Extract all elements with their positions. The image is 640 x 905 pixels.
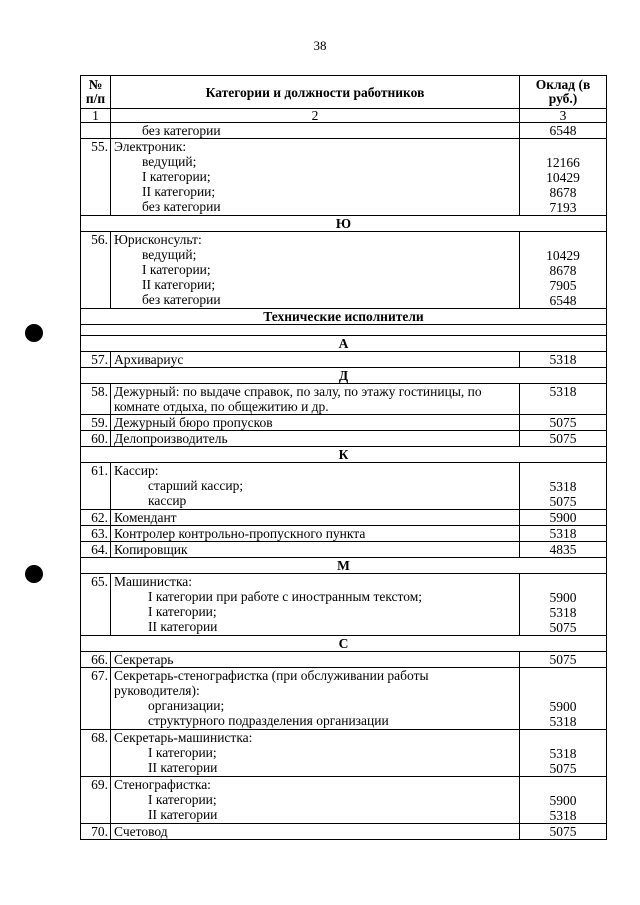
position-sub: II категории <box>148 807 218 822</box>
salary-value: 5318 <box>549 605 577 620</box>
position-sub: ведущий; <box>142 154 197 169</box>
position-title: Секретарь-машинистка: <box>114 730 253 745</box>
position-sub: II категории <box>148 619 218 634</box>
table-row <box>81 232 607 309</box>
position-title: Комендант <box>111 510 520 526</box>
position-sub: кассир <box>148 493 187 508</box>
section-header <box>81 368 607 384</box>
row-number: 67. <box>81 668 111 730</box>
page-number: 38 <box>313 38 327 53</box>
section-header <box>81 558 607 574</box>
position-title: Счетовод <box>111 824 520 840</box>
salary-value: 7193 <box>549 200 577 215</box>
table-row <box>81 384 607 415</box>
salary-value: 10429 <box>546 170 580 185</box>
header-no: № п/п <box>81 76 111 109</box>
section-header <box>81 447 607 463</box>
position-sub: I категории; <box>148 745 217 760</box>
position-sub: II категории; <box>142 184 216 199</box>
position-title: Юрисконсульт: <box>114 232 202 247</box>
position-sub: старший кассир; <box>148 478 244 493</box>
row-number: 58. <box>81 384 111 415</box>
table-row <box>81 431 607 447</box>
position-sub: I категории; <box>148 792 217 807</box>
position-sub: I категории; <box>142 262 211 277</box>
section-letter: А <box>81 336 607 352</box>
punch-hole <box>25 324 43 342</box>
row-number: 61. <box>81 463 111 510</box>
position-sub: ведущий; <box>142 247 197 262</box>
salary-value: 5318 <box>549 479 577 494</box>
row-number: 70. <box>81 824 111 840</box>
table-row <box>81 730 607 777</box>
salary-value: 5075 <box>549 620 577 635</box>
position-sub: II категории <box>148 760 218 775</box>
position-title: Машинистка: <box>114 574 193 589</box>
position-title: Копировщик <box>111 542 520 558</box>
salary-value: 12166 <box>546 155 580 170</box>
salary-value: 5900 <box>520 510 607 526</box>
position-title: Архивариус <box>111 352 520 368</box>
salary-value: 5900 <box>549 590 577 605</box>
row-number: 68. <box>81 730 111 777</box>
table-row <box>81 777 607 824</box>
salary-value: 5900 <box>549 793 577 808</box>
header-name: Категории и должности работников <box>111 76 520 109</box>
position-sub: I категории; <box>148 604 217 619</box>
header-salary: Оклад (в руб.) <box>520 76 607 109</box>
table-row <box>81 824 607 840</box>
salary-value: 6548 <box>520 123 607 139</box>
salary-value: 6548 <box>549 293 577 308</box>
table-row <box>81 652 607 668</box>
position-sub: структурного подразделения организации <box>148 713 389 728</box>
row-number: 69. <box>81 777 111 824</box>
table-row <box>81 668 607 730</box>
salary-value: 5075 <box>549 761 577 776</box>
punch-hole <box>25 565 43 583</box>
salary-value: 4835 <box>520 542 607 558</box>
salary-value: 5075 <box>520 824 607 840</box>
row-number: 56. <box>81 232 111 309</box>
table-row <box>81 415 607 431</box>
salary-table <box>80 75 607 840</box>
column-numbers-row <box>81 109 607 123</box>
section-letter: С <box>81 636 607 652</box>
row-number: 60. <box>81 431 111 447</box>
row-number: 66. <box>81 652 111 668</box>
section-header <box>81 636 607 652</box>
position-title: Дежурный: по выдаче справок, по залу, по этажу гостиницы, по комнате отдыха, по общежитию и др. <box>111 384 520 415</box>
position-title: Дежурный бюро пропусков <box>111 415 520 431</box>
salary-value: 5900 <box>549 699 577 714</box>
salary-value: 7905 <box>549 278 577 293</box>
position-title: Стенографистка: <box>114 777 211 792</box>
position-sub: I категории при работе с иностранным текстом; <box>148 589 423 604</box>
row-number: 64. <box>81 542 111 558</box>
position-sub: без категории <box>142 199 221 214</box>
salary-value: 5318 <box>520 526 607 542</box>
salary-value: 5318 <box>520 352 607 368</box>
salary-value: 8678 <box>549 185 577 200</box>
row-number: 62. <box>81 510 111 526</box>
position-title: Контролер контрольно-пропускного пункта <box>111 526 520 542</box>
salary-value: 5075 <box>520 652 607 668</box>
table-row <box>81 463 607 510</box>
salary-value: 8678 <box>549 263 577 278</box>
row-number: 59. <box>81 415 111 431</box>
col-number: 3 <box>520 109 607 123</box>
table-row <box>81 526 607 542</box>
position-sub: организации; <box>148 698 225 713</box>
position-sub: I категории; <box>142 169 211 184</box>
position-title: Секретарь-стенографистка (при обслуживании работы руководителя): <box>114 668 429 698</box>
table-row <box>81 574 607 636</box>
position-sub: без категории <box>142 123 221 138</box>
row-number: 65. <box>81 574 111 636</box>
position-title: Электроник: <box>114 139 187 154</box>
salary-value: 5318 <box>520 384 607 415</box>
table-row <box>81 510 607 526</box>
section-header <box>81 309 607 325</box>
position-title: Кассир: <box>114 463 159 478</box>
salary-value: 5318 <box>549 714 577 729</box>
table-row <box>81 352 607 368</box>
position-title: Делопроизводитель <box>111 431 520 447</box>
table-row <box>81 123 607 139</box>
section-title: Технические исполнители <box>81 309 607 325</box>
section-letter: К <box>81 447 607 463</box>
section-letter: М <box>81 558 607 574</box>
salary-value: 5075 <box>549 494 577 509</box>
position-title: Секретарь <box>111 652 520 668</box>
table-header <box>81 76 607 109</box>
section-letter: Ю <box>81 216 607 232</box>
section-letter: Д <box>81 368 607 384</box>
salary-value: 5318 <box>549 808 577 823</box>
salary-value: 5075 <box>520 431 607 447</box>
position-sub: II категории; <box>142 277 216 292</box>
salary-value: 5318 <box>549 746 577 761</box>
col-number: 2 <box>111 109 520 123</box>
position-sub: без категории <box>142 292 221 307</box>
table-row <box>81 542 607 558</box>
col-number: 1 <box>81 109 111 123</box>
section-header <box>81 216 607 232</box>
salary-value: 10429 <box>546 248 580 263</box>
table-row <box>81 139 607 216</box>
salary-value: 5075 <box>520 415 607 431</box>
row-number: 57. <box>81 352 111 368</box>
row-number: 63. <box>81 526 111 542</box>
row-number: 55. <box>81 139 111 216</box>
section-header <box>81 336 607 352</box>
